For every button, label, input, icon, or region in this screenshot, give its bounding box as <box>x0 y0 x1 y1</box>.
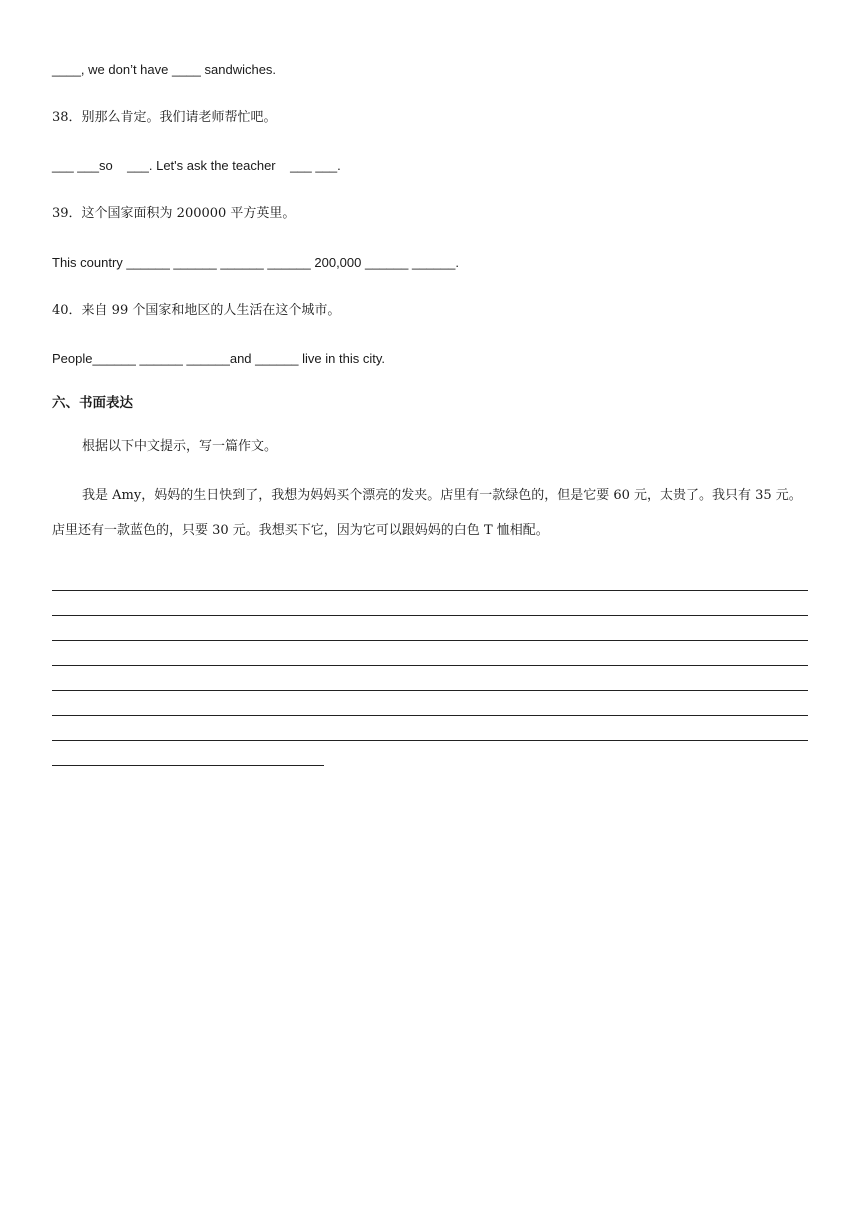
q39-answer-line: This country ______ ______ ______ ______ 200,000 ______ ______. <box>52 255 459 270</box>
q39-prompt: 39．这个国家面积为 200000 平方英里。 <box>52 206 296 221</box>
q40-prompt: 40．来自 99 个国家和地区的人生活在这个城市。 <box>52 303 341 318</box>
q38-prompt: 38．别那么肯定。我们请老师帮忙吧。 <box>52 110 277 125</box>
writing-line[interactable] <box>52 666 808 691</box>
writing-line[interactable] <box>52 616 808 641</box>
section-heading-writing: 六、书面表达 <box>52 395 133 411</box>
answer-writing-area[interactable] <box>52 566 808 766</box>
writing-line[interactable] <box>52 716 808 741</box>
writing-prompt-passage: 我是 Amy，妈妈的生日快到了，我想为妈妈买个漂亮的发夹。店里有一款绿色的，但是它要 60 元，太贵了。我只有 35 元。店里还有一款蓝色的，只要 30 元。我想买下它，因为它可以跟妈妈的白色 T 恤相配。 <box>52 488 802 538</box>
q37-answer-line: ____, we don’t have ____ sandwiches. <box>52 62 277 77</box>
writing-line[interactable] <box>52 566 808 591</box>
q40-answer-line: People______ ______ ______and ______ live in this city. <box>52 351 385 366</box>
writing-line[interactable] <box>52 591 808 616</box>
writing-line-final[interactable] <box>52 741 324 766</box>
writing-line[interactable] <box>52 641 808 666</box>
writing-line[interactable] <box>52 691 808 716</box>
writing-instruction: 根据以下中文提示，写一篇作文。 <box>82 439 278 454</box>
q38-answer-line: ___ ___so ___. Let's ask the teacher ___ ___. <box>52 158 341 173</box>
